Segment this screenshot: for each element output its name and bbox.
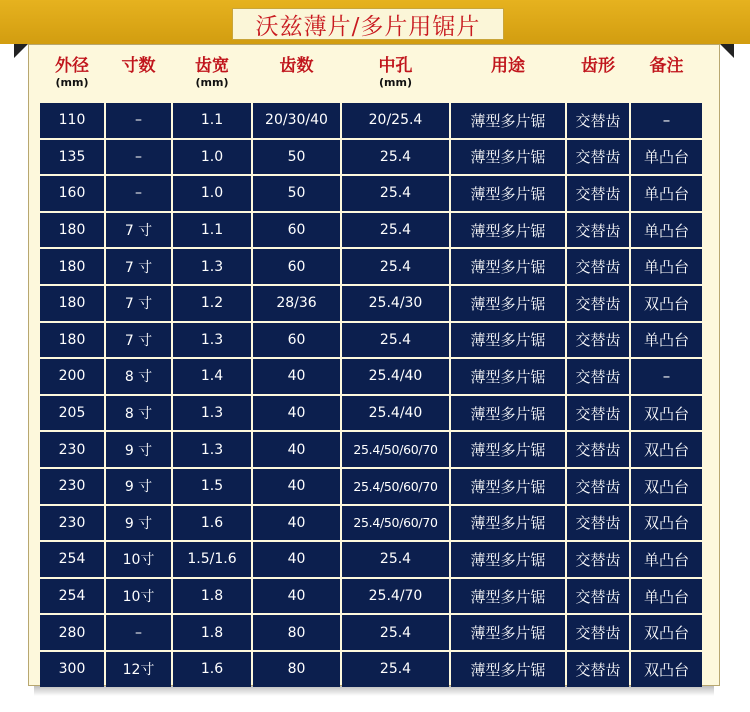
- table-cell-usage: 薄型多片锯: [451, 579, 565, 614]
- table-cell-tooth-shape: 交替齿: [567, 469, 629, 504]
- table-cell-remark: 单凸台: [631, 579, 702, 614]
- table-cell-outer-diameter: 180: [40, 323, 104, 358]
- header-outer-diameter: [40, 56, 104, 90]
- table-cell-usage: 薄型多片锯: [451, 286, 565, 321]
- table-cell-usage: 薄型多片锯: [451, 615, 565, 650]
- table-cell-remark: 单凸台: [631, 176, 702, 211]
- table-cell-center-hole: 25.4: [342, 542, 449, 577]
- table-cell-center-hole: 25.4/40: [342, 396, 449, 431]
- table-cell-tooth-shape: 交替齿: [567, 286, 629, 321]
- table-cell-usage: 薄型多片锯: [451, 140, 565, 175]
- table-cell-tooth-shape: 交替齿: [567, 615, 629, 650]
- table-cell-inch-size: 7 寸: [106, 286, 171, 321]
- header-label: 齿宽: [195, 56, 229, 76]
- table-cell-inch-size: –: [106, 140, 171, 175]
- table-cell-center-hole: 25.4: [342, 652, 449, 687]
- table-cell-tooth-width: 1.8: [173, 615, 251, 650]
- header-usage: [451, 56, 565, 76]
- table-cell-center-hole: 20/25.4: [342, 103, 449, 138]
- table-cell-tooth-count: 60: [253, 249, 340, 284]
- table-cell-outer-diameter: 230: [40, 506, 104, 541]
- table-cell-inch-size: 9 寸: [106, 506, 171, 541]
- table-cell-center-hole: 25.4/50/60/70: [342, 432, 449, 467]
- title-box: [232, 8, 504, 40]
- table-cell-tooth-shape: 交替齿: [567, 506, 629, 541]
- table-cell-tooth-count: 80: [253, 652, 340, 687]
- table-cell-outer-diameter: 280: [40, 615, 104, 650]
- header-unit: (mm): [55, 76, 89, 89]
- header-label: 用途: [491, 56, 525, 76]
- table-cell-tooth-count: 40: [253, 469, 340, 504]
- table-cell-tooth-width: 1.6: [173, 506, 251, 541]
- table-cell-tooth-width: 1.2: [173, 286, 251, 321]
- header-tooth-shape: [567, 56, 629, 76]
- table-cell-outer-diameter: 200: [40, 359, 104, 394]
- left-corner-decoration: [14, 44, 28, 58]
- table-cell-tooth-width: 1.5: [173, 469, 251, 504]
- table-cell-tooth-count: 80: [253, 615, 340, 650]
- right-corner-decoration: [720, 44, 734, 58]
- table-cell-outer-diameter: 110: [40, 103, 104, 138]
- table-cell-outer-diameter: 180: [40, 286, 104, 321]
- table-cell-tooth-width: 1.8: [173, 579, 251, 614]
- table-cell-tooth-shape: 交替齿: [567, 249, 629, 284]
- table-cell-inch-size: 7 寸: [106, 249, 171, 284]
- table-header: [40, 56, 704, 100]
- header-label: 齿形: [581, 56, 615, 76]
- table-cell-remark: 单凸台: [631, 323, 702, 358]
- table-cell-tooth-width: 1.3: [173, 432, 251, 467]
- table-cell-inch-size: 10寸: [106, 579, 171, 614]
- table-cell-tooth-count: 40: [253, 359, 340, 394]
- table-cell-usage: 薄型多片锯: [451, 652, 565, 687]
- table-cell-center-hole: 25.4/70: [342, 579, 449, 614]
- table-cell-remark: 单凸台: [631, 542, 702, 577]
- table-cell-usage: 薄型多片锯: [451, 213, 565, 248]
- table-cell-outer-diameter: 135: [40, 140, 104, 175]
- table-cell-inch-size: 9 寸: [106, 432, 171, 467]
- table-cell-remark: 单凸台: [631, 140, 702, 175]
- table-cell-tooth-width: 1.1: [173, 103, 251, 138]
- table-cell-tooth-width: 1.3: [173, 249, 251, 284]
- table-cell-tooth-count: 28/36: [253, 286, 340, 321]
- header-label: 寸数: [121, 56, 156, 76]
- table-cell-center-hole: 25.4/40: [342, 359, 449, 394]
- table-cell-tooth-count: 50: [253, 176, 340, 211]
- title-bar: [0, 0, 750, 44]
- table-cell-outer-diameter: 254: [40, 542, 104, 577]
- table-cell-tooth-count: 40: [253, 579, 340, 614]
- table-cell-remark: 双凸台: [631, 396, 702, 431]
- table-cell-tooth-width: 1.6: [173, 652, 251, 687]
- header-unit: (mm): [379, 76, 412, 89]
- table-cell-tooth-shape: 交替齿: [567, 579, 629, 614]
- spec-table: [40, 102, 704, 684]
- table-cell-outer-diameter: 230: [40, 469, 104, 504]
- table-cell-usage: 薄型多片锯: [451, 506, 565, 541]
- header-tooth-count: [253, 56, 340, 76]
- table-cell-outer-diameter: 180: [40, 213, 104, 248]
- header-remark: [631, 56, 702, 76]
- table-cell-tooth-shape: 交替齿: [567, 140, 629, 175]
- header-unit: (mm): [195, 76, 229, 89]
- table-cell-center-hole: 25.4/50/60/70: [342, 469, 449, 504]
- table-cell-remark: 单凸台: [631, 249, 702, 284]
- table-cell-remark: 双凸台: [631, 506, 702, 541]
- table-cell-usage: 薄型多片锯: [451, 469, 565, 504]
- table-cell-tooth-count: 60: [253, 323, 340, 358]
- table-cell-tooth-shape: 交替齿: [567, 652, 629, 687]
- table-cell-tooth-shape: 交替齿: [567, 396, 629, 431]
- table-cell-center-hole: 25.4: [342, 140, 449, 175]
- table-cell-inch-size: –: [106, 176, 171, 211]
- table-cell-tooth-count: 50: [253, 140, 340, 175]
- table-cell-remark: 双凸台: [631, 652, 702, 687]
- table-cell-usage: 薄型多片锯: [451, 396, 565, 431]
- table-cell-tooth-count: 40: [253, 396, 340, 431]
- page-title: 沃兹薄片/多片用锯片: [255, 13, 481, 40]
- table-cell-usage: 薄型多片锯: [451, 176, 565, 211]
- table-cell-tooth-count: 40: [253, 432, 340, 467]
- table-cell-tooth-shape: 交替齿: [567, 213, 629, 248]
- table-cell-inch-size: 12寸: [106, 652, 171, 687]
- table-cell-tooth-count: 40: [253, 542, 340, 577]
- table-cell-tooth-shape: 交替齿: [567, 176, 629, 211]
- header-label: 备注: [649, 56, 684, 76]
- table-cell-outer-diameter: 230: [40, 432, 104, 467]
- table-cell-remark: 单凸台: [631, 213, 702, 248]
- table-cell-inch-size: –: [106, 103, 171, 138]
- table-cell-center-hole: 25.4: [342, 249, 449, 284]
- table-cell-tooth-shape: 交替齿: [567, 103, 629, 138]
- table-cell-remark: 双凸台: [631, 615, 702, 650]
- table-cell-outer-diameter: 254: [40, 579, 104, 614]
- table-cell-outer-diameter: 205: [40, 396, 104, 431]
- table-cell-inch-size: 8 寸: [106, 359, 171, 394]
- frame-shadow: [34, 686, 714, 696]
- header-inch-size: [106, 56, 171, 76]
- table-cell-tooth-count: 40: [253, 506, 340, 541]
- table-cell-inch-size: –: [106, 615, 171, 650]
- table-cell-remark: –: [631, 359, 702, 394]
- table-cell-outer-diameter: 180: [40, 249, 104, 284]
- table-cell-tooth-count: 20/30/40: [253, 103, 340, 138]
- table-cell-tooth-width: 1.0: [173, 140, 251, 175]
- table-cell-inch-size: 9 寸: [106, 469, 171, 504]
- header-label: 齿数: [279, 56, 314, 76]
- table-cell-inch-size: 10寸: [106, 542, 171, 577]
- table-cell-usage: 薄型多片锯: [451, 323, 565, 358]
- table-cell-inch-size: 8 寸: [106, 396, 171, 431]
- table-cell-tooth-count: 60: [253, 213, 340, 248]
- header-tooth-width: [173, 56, 251, 90]
- table-cell-usage: 薄型多片锯: [451, 432, 565, 467]
- table-cell-remark: 双凸台: [631, 286, 702, 321]
- table-cell-usage: 薄型多片锯: [451, 359, 565, 394]
- table-cell-center-hole: 25.4: [342, 323, 449, 358]
- header-center-hole: [342, 56, 449, 90]
- table-cell-inch-size: 7 寸: [106, 213, 171, 248]
- table-cell-tooth-width: 1.4: [173, 359, 251, 394]
- table-cell-usage: 薄型多片锯: [451, 249, 565, 284]
- table-cell-outer-diameter: 160: [40, 176, 104, 211]
- header-label: 中孔: [378, 56, 413, 76]
- header-label: 外径: [55, 56, 89, 76]
- table-cell-center-hole: 25.4/30: [342, 286, 449, 321]
- table-cell-tooth-width: 1.3: [173, 323, 251, 358]
- table-cell-tooth-shape: 交替齿: [567, 432, 629, 467]
- table-cell-center-hole: 25.4/50/60/70: [342, 506, 449, 541]
- table-cell-tooth-width: 1.5/1.6: [173, 542, 251, 577]
- table-cell-center-hole: 25.4: [342, 213, 449, 248]
- table-cell-usage: 薄型多片锯: [451, 542, 565, 577]
- table-cell-remark: 双凸台: [631, 469, 702, 504]
- table-cell-tooth-width: 1.1: [173, 213, 251, 248]
- table-cell-inch-size: 7 寸: [106, 323, 171, 358]
- table-cell-tooth-width: 1.0: [173, 176, 251, 211]
- table-cell-tooth-shape: 交替齿: [567, 323, 629, 358]
- table-cell-usage: 薄型多片锯: [451, 103, 565, 138]
- table-cell-tooth-shape: 交替齿: [567, 359, 629, 394]
- table-cell-remark: 双凸台: [631, 432, 702, 467]
- table-cell-center-hole: 25.4: [342, 176, 449, 211]
- table-cell-outer-diameter: 300: [40, 652, 104, 687]
- table-cell-remark: –: [631, 103, 702, 138]
- table-cell-tooth-width: 1.3: [173, 396, 251, 431]
- table-cell-tooth-shape: 交替齿: [567, 542, 629, 577]
- table-cell-center-hole: 25.4: [342, 615, 449, 650]
